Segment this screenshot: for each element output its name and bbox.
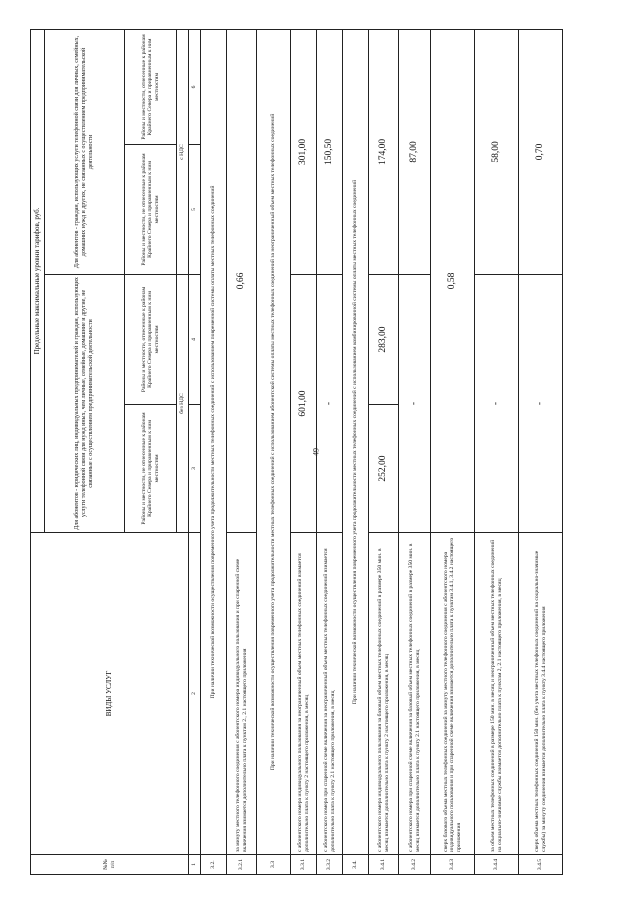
tariff-value-col4: 283,00 — [369, 275, 399, 405]
tariff-value-citizens: 301,00 — [291, 29, 317, 274]
citizens-header: Для абонентов - граждан, использующих услуги телефонной связи для личных, семейных, домашних нужд и других, не связанных с осуществлением предпринимательской деятельности — [45, 29, 125, 274]
table-row — [227, 29, 257, 874]
tariff-levels-header: Предельные максимальные уровни тарифов, руб. — [31, 29, 45, 532]
row-number: 3.4.4 — [475, 855, 519, 875]
tariff-value: 0,66 — [227, 29, 257, 532]
row-number: 3.4.3 — [431, 855, 475, 875]
num-header: №№ п/п — [31, 855, 189, 875]
row-number: 3.4.2 — [399, 855, 431, 875]
section-heading: При наличии технической возможности осуществления повременного учета продолжительности местных телефонных соединений с использованием комбинированной системы оплаты местных телефонных соединений — [343, 29, 369, 854]
services-header: ВИДЫ УСЛУГ — [31, 533, 189, 855]
service-description: за объем местных телефонных соединений в размере 150 мин. в месяц и неограниченный объем местных телефонных соединений на социально-значимые службы взимается дополнительно плата к пунктам 2, 2.1 настоящего приложения, в месяц — [475, 533, 519, 855]
citizens-regions-not-north-header: Районы и местности, не отнесенные к районам Крайнего Севера и приравненным к ним местностям — [125, 145, 177, 275]
table-row — [431, 29, 475, 874]
tariff-value-citizens: 174,00 — [369, 29, 399, 274]
table-row — [519, 29, 563, 874]
section-heading: При наличии технической возможности осуществления повременного учета продолжительности местных телефонных соединений с использованием повременной системы оплаты местных телефонных соединений — [201, 29, 227, 854]
row-number: 3.4. — [343, 855, 369, 875]
table-row — [475, 29, 519, 874]
tariff-value-legal: - — [475, 275, 519, 533]
rotated-tariff-table-container — [30, 30, 550, 875]
tariff-table — [30, 29, 563, 875]
tariff-value-legal: - — [317, 275, 343, 533]
service-description: с абонентского номера индивидуального пользования за базовый объем местных телефонных соединений в размере 350 мин. в месяц взимается дополнительно плата к пункту 2 настоящего приложения, в месяц — [369, 533, 399, 855]
service-description: за минуту местного телефонного соединения с абонентского номера индивидуального пользования и при спаренной схеме включения взимается дополнительно плата к пунктам 2., 2.1 настоящего приложения — [227, 533, 257, 855]
table-row — [399, 29, 431, 874]
legal-entities-header: Для абонентов - юридических лиц, индивидуальных предпринимателей и граждан, использующих услуги телефонной связи для нужд иных, чем личные, семейные, домашние и другие, не связанные с осуществлением предпринимательской деятельности — [45, 275, 125, 533]
tariff-value-citizens: 87,00 — [399, 29, 431, 274]
row-number: 3.3 — [257, 855, 291, 875]
tariff-value-legal: - — [519, 275, 563, 533]
tariff-value: 0,58 — [431, 29, 475, 532]
col-number-5: 5 — [189, 145, 201, 275]
row-number: 3.4.5 — [519, 855, 563, 875]
row-number: 3.3.1 — [291, 855, 317, 875]
row-number: 3.2. — [201, 855, 227, 875]
row-number: 3.2.1 — [227, 855, 257, 875]
tariff-value-citizens: 58,00 — [475, 29, 519, 274]
table-row — [257, 29, 291, 874]
service-description: с абонентского номера при спаренной схеме включения за базовый объем местных телефонных соединений в размере 350 мин. в месяц взимается дополнительно плата к пункту 2.1 настоящего приложения, в месяц — [399, 533, 431, 855]
with-vat-header: с НДС — [177, 29, 189, 274]
service-description: с абонентского номера при спаренной схеме включения за неограниченный объем местных телефонных соединений взимается дополнительно плата к пункту 2.1 настоящего приложения, в месяц — [317, 533, 343, 855]
service-description: с абонентского номера индивидуального пользования за неограниченный объем местных телефонных соединений взимается дополнительно плата к пункту 2 настоящего приложения, в месяц — [291, 533, 317, 855]
header-row-title — [31, 29, 45, 874]
citizens-regions-north-header: Районы и местности, отнесенные к районам Крайнего Севера и приравненным к ним местностям — [125, 29, 177, 144]
table-row — [201, 29, 227, 874]
tariff-value-citizens: 150,50 — [317, 29, 343, 274]
service-description: сверх базового объема местных телефонных соединений за минуту местного телефонного соединения с абонентского номера индивидуального пользования и при спаренной схеме включения взимается дополнительно плата к пунктам 3.4.1, 3.4.2 настоящего приложения — [431, 533, 475, 855]
col-number-6: 6 — [189, 29, 201, 144]
table-row — [343, 29, 369, 874]
row-number: 3.4.1 — [369, 855, 399, 875]
tariff-value-citizens: 0,70 — [519, 29, 563, 274]
section-heading: При наличии технической возможности осуществления повременного учета продолжительности местных телефонных соединений с использованием абонентской системы оплаты местных телефонных соединений за неограниченный объем местных телефонных соединений — [257, 29, 291, 854]
legal-regions-not-north-header: Районы и местности, не отнесенные к районам Крайнего Севера и приравненным к ним местностям — [125, 405, 177, 533]
service-description: сверх объема местных телефонных соединений 150 мин. (без учета местных телефонных соединений на социально-значимые службы) за минуту соединения взимается дополнительно плата к пункту 3.4.4 настоящего приложения — [519, 533, 563, 855]
row-number: 3.3.2 — [317, 855, 343, 875]
column-numbers-row — [189, 29, 201, 874]
col-number-1: 1 — [189, 855, 201, 875]
tariff-value-col3: 252,00 — [369, 405, 399, 533]
col-number-4: 4 — [189, 275, 201, 405]
legal-regions-north-header: Районы и местности, отнесенные к районам Крайнего Севера и приравненным к ним местностям — [125, 275, 177, 405]
table-row — [369, 29, 399, 874]
table-row — [317, 29, 343, 874]
tariff-value-legal: - — [399, 275, 431, 533]
without-vat-header: без НДС — [177, 275, 189, 533]
page-number: 49 — [311, 448, 321, 456]
tariff-value-legal: 601,00 — [291, 275, 317, 533]
table-row — [291, 29, 317, 874]
col-number-2: 2 — [189, 533, 201, 855]
col-number-3: 3 — [189, 405, 201, 533]
